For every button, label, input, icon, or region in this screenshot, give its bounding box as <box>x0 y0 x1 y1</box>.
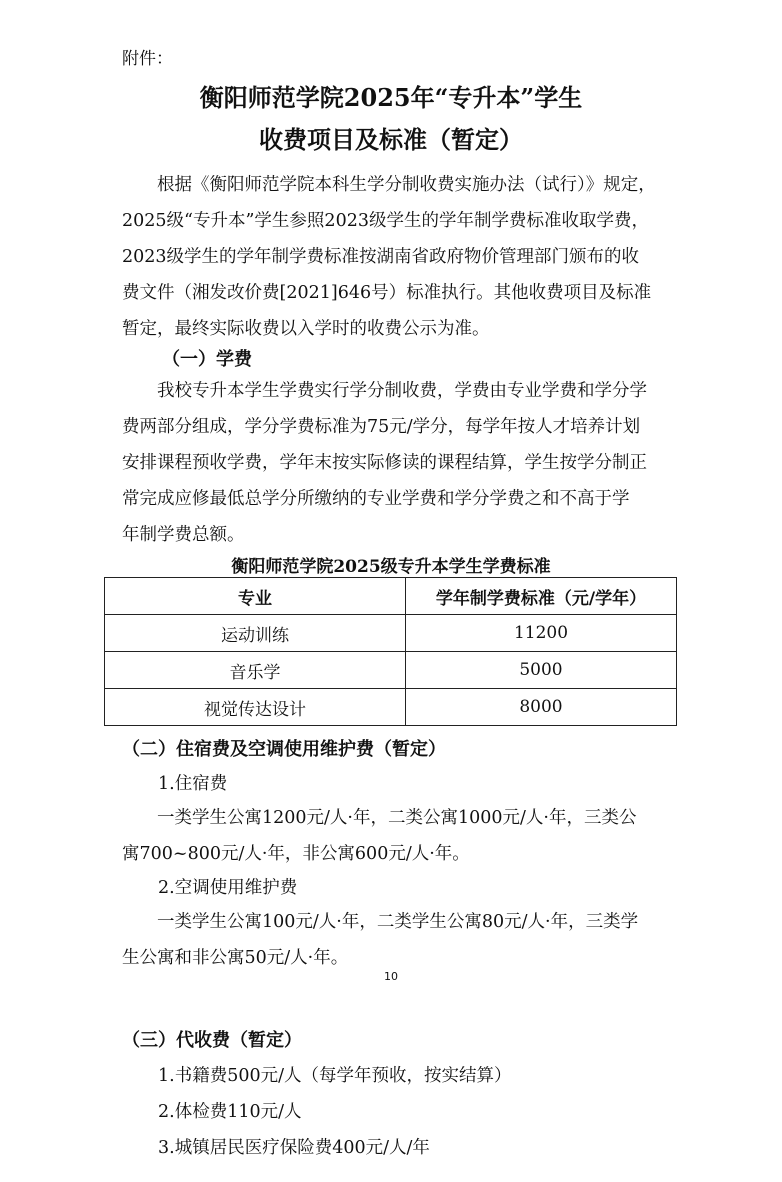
table-cell: 音乐学 <box>105 652 406 689</box>
ac-line: 一类学生公寓100元/人·年，二类学生公寓80元/人·年，三类学 <box>122 912 639 932</box>
intro-line: 暂定，最终实际收费以入学时的收费公示为准。 <box>122 319 490 339</box>
lodging-line: 一类学生公寓1200元/人·年，二类公寓1000元/人·年，三类公 <box>122 808 637 828</box>
list-item: 2.体检费110元/人 <box>158 1102 302 1122</box>
section3-heading: （三）代收费（暂定） <box>122 1030 302 1051</box>
document-title-line1: 衡阳师范学院2025年“专升本”学生 <box>199 83 583 112</box>
table-cell: 11200 <box>406 615 677 652</box>
section1-line: 年制学费总额。 <box>122 525 245 545</box>
intro-line: 根据《衡阳师范学院本科生学分制收费实施办法（试行）》规定， <box>122 175 656 195</box>
section1-paragraph <box>122 373 647 553</box>
section1-heading: （一）学费 <box>162 349 252 370</box>
list-item: 1.书籍费500元/人（每学年预收，按实结算） <box>158 1066 512 1086</box>
collect-list <box>158 1058 512 1166</box>
table-caption: 衡阳师范学院2025级专升本学生学费标准 <box>231 557 551 577</box>
intro-line: 2025级“专升本”学生参照2023级学生的学年制学费标准收取学费， <box>122 211 649 231</box>
table-header-cell: 学年制学费标准（元/学年） <box>406 578 677 615</box>
page-number: 10 <box>384 970 398 983</box>
table-cell: 运动训练 <box>105 615 406 652</box>
table-cell: 视觉传达设计 <box>105 689 406 726</box>
table-cell: 8000 <box>406 689 677 726</box>
tuition-table <box>104 577 677 726</box>
table-row <box>105 689 677 726</box>
table-row <box>105 615 677 652</box>
table-row <box>105 652 677 689</box>
lodging-title: 1.住宿费 <box>158 774 228 794</box>
intro-line: 2023级学生的学年制学费标准按湖南省政府物价管理部门颁布的收 <box>122 247 640 267</box>
table-header-cell: 专业 <box>105 578 406 615</box>
lodging-paragraph <box>122 800 637 872</box>
table-cell: 5000 <box>406 652 677 689</box>
ac-title: 2.空调使用维护费 <box>158 878 298 898</box>
ac-line: 生公寓和非公寓50元/人·年。 <box>122 948 349 968</box>
section2-heading: （二）住宿费及空调使用维护费（暂定） <box>122 739 446 760</box>
section1-line: 我校专升本学生学费实行学分制收费，学费由专业学费和学分学 <box>122 381 647 401</box>
table-header-row <box>105 578 677 615</box>
intro-line: 费文件（湘发改价费[2021]646号）标准执行。其他收费项目及标准 <box>122 283 652 303</box>
lodging-line: 寓700~800元/人·年，非公寓600元/人·年。 <box>122 844 470 864</box>
ac-paragraph <box>122 904 638 976</box>
section1-line: 常完成应修最低总学分所缴纳的专业学费和学分学费之和不高于学 <box>122 489 630 509</box>
section1-line: 费两部分组成，学分学费标准为75元/学分，每学年按人才培养计划 <box>122 417 641 437</box>
intro-paragraph <box>122 167 656 347</box>
section1-line: 安排课程预收学费，学年末按实际修读的课程结算，学生按学分制正 <box>122 453 647 473</box>
attachment-label: 附件： <box>122 49 173 69</box>
list-item: 3.城镇居民医疗保险费400元/人/年 <box>158 1138 430 1158</box>
document-title-line2: 收费项目及标准（暂定） <box>259 125 523 154</box>
